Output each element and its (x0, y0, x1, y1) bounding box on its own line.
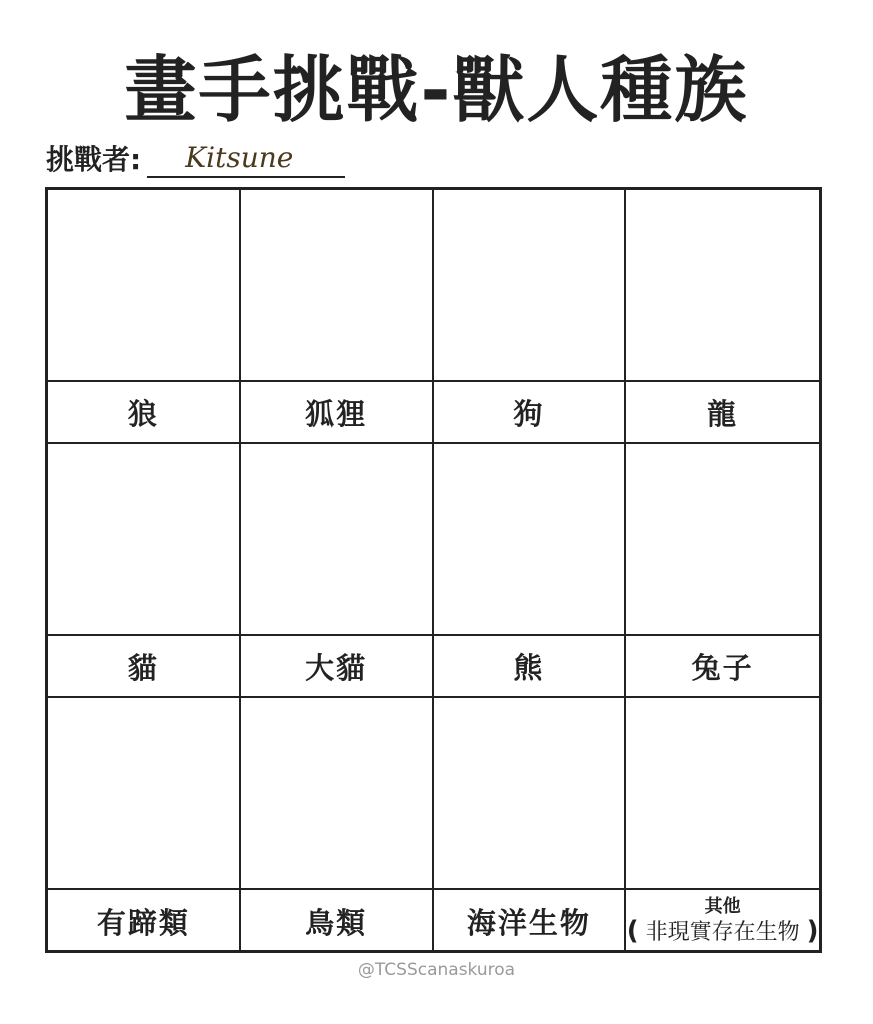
drawing-box-other[interactable] (626, 698, 819, 890)
credit-text: @TCSScanaskuroa (357, 960, 516, 980)
challenger-name-line[interactable] (147, 140, 345, 178)
species-label: 狐狸 (241, 382, 434, 444)
drawing-box-dragon[interactable] (626, 190, 819, 382)
open-paren: ( (626, 916, 639, 946)
drawing-box-cat[interactable] (48, 444, 241, 636)
drawing-box-rabbit[interactable] (626, 444, 819, 636)
challenger-name: Kitsune (185, 141, 294, 174)
species-label: 鳥類 (241, 890, 434, 952)
species-label: 大貓 (241, 636, 434, 698)
drawing-box-bird[interactable] (241, 698, 434, 890)
close-paren: ) (806, 916, 819, 946)
challenger-label: 挑戰者: (46, 143, 142, 176)
species-label: 兔子 (626, 636, 819, 698)
other-label-bottom (627, 918, 819, 946)
species-label: 狗 (434, 382, 627, 444)
drawing-box-marine[interactable] (434, 698, 627, 890)
species-label: 狼 (48, 382, 241, 444)
drawing-box-fox[interactable] (241, 190, 434, 382)
drawing-box-dog[interactable] (434, 190, 627, 382)
species-label: 熊 (434, 636, 627, 698)
species-label: 海洋生物 (434, 890, 627, 952)
drawing-box-big-cat[interactable] (241, 444, 434, 636)
species-grid (45, 187, 822, 953)
species-label: 貓 (48, 636, 241, 698)
page-title: 畫手挑戰-獸人種族 (124, 48, 749, 132)
challenger-field (46, 138, 345, 178)
species-label: 有蹄類 (48, 890, 241, 952)
other-label-note: 非現實存在生物 (645, 920, 800, 945)
drawing-box-ungulate[interactable] (48, 698, 241, 890)
drawing-box-bear[interactable] (434, 444, 627, 636)
other-label-top: 其他 (704, 896, 741, 917)
drawing-box-wolf[interactable] (48, 190, 241, 382)
species-label-other (626, 890, 819, 952)
species-label: 龍 (626, 382, 819, 444)
